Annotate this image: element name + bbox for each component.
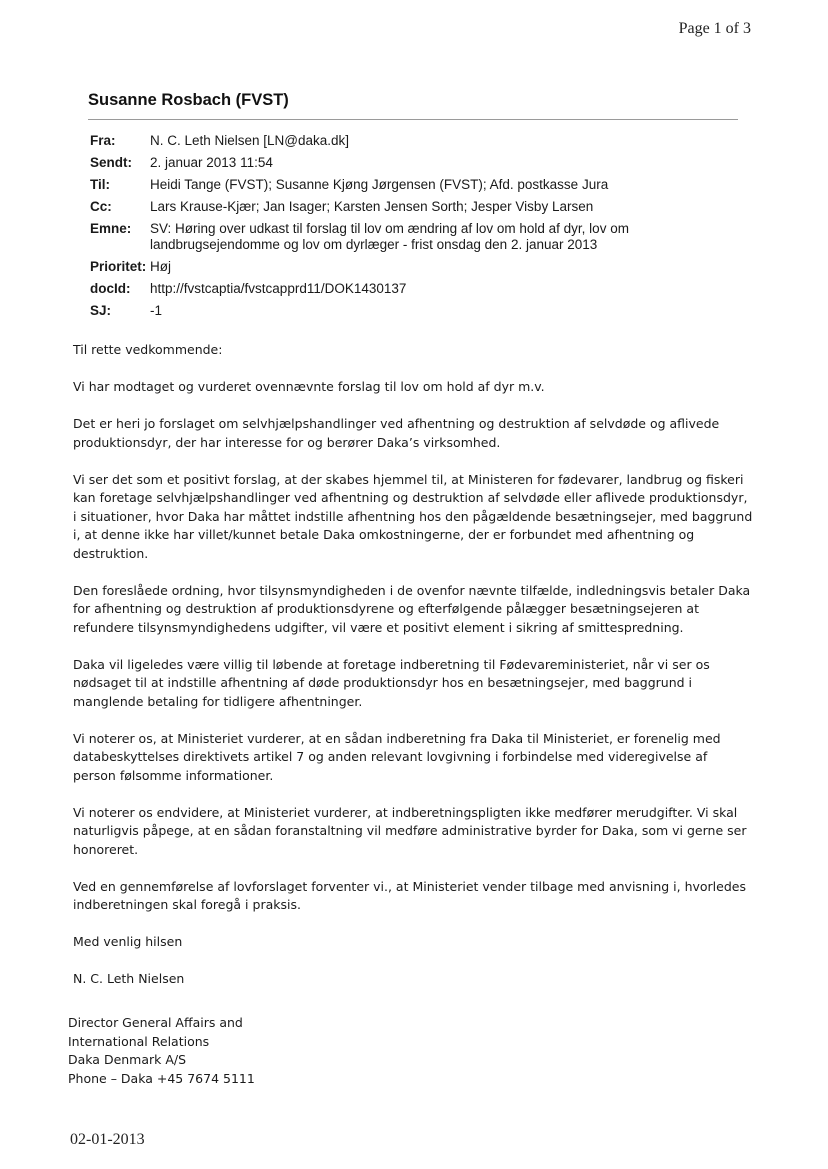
body-paragraph: Vi noterer os endvidere, at Ministeriet vurderer, at indberetningspligten ikke medfører merudgifter. Vi skal naturligvis påpege, at en sådan foranstaltning vil medføre administrative byrder for Daka, som vi gerne ser honoreret. [73, 804, 747, 857]
body-paragraph: Den foreslåede ordning, hvor tilsynsmyndigheden i de ovenfor nævnte tilfælde, indledningsvis betaler Daka for afhentning og destruktion af produktionsdyrene og efterfølgende pålægger besætningsejeren at refundere tilsynsmyndighedens udgifter, vil være et positivt element i sikring af smittespredning. [73, 582, 751, 635]
meta-row-priority [90, 256, 740, 278]
meta-row-sj [90, 300, 740, 322]
meta-row-cc [90, 196, 740, 218]
meta-label: Fra: [90, 133, 116, 148]
meta-row-docid [90, 278, 740, 300]
meta-label: docId: [90, 281, 131, 296]
meta-value-from: N. C. Leth Nielsen [LN@daka.dk] [150, 133, 350, 148]
salutation: Til rette vedkommende: [73, 342, 223, 357]
meta-value-to: Heidi Tange (FVST); Susanne Kjøng Jørgensen (FVST); Afd. postkasse Jura [150, 177, 609, 192]
body-paragraph: Det er heri jo forslaget om selvhjælpshandlinger ved afhentning og destruktion af selvdøde og aflivede produktionsdyr, der har interesse for og berører Daka’s virksomhed. [73, 416, 720, 450]
meta-value-sent: 2. januar 2013 11:54 [150, 155, 273, 170]
body-paragraph: Ved en gennemførelse af lovforslaget forventer vi., at Ministeriet vender tilbage med anvisning i, hvorledes indberetningen skal foregå i praksis. [73, 878, 746, 912]
sender-heading: Susanne Rosbach (FVST) [88, 91, 289, 109]
signer-name: N. C. Leth Nielsen [73, 971, 185, 986]
heading-divider [88, 119, 738, 120]
body-paragraph: Vi noterer os, at Ministeriet vurderer, at en sådan indberetning fra Daka til Ministeriet, er forenelig med databeskyttelses direktivets artikel 7 og anden relevant lovgivning i forbindelse med videregivelse af person følsomme informationer. [73, 730, 721, 783]
signature-line: Daka Denmark A/S [68, 1052, 187, 1067]
meta-label: Prioritet: [90, 259, 147, 274]
meta-label: Til: [90, 177, 110, 192]
meta-value-docid: http://fvstcaptia/fvstcapprd11/DOK1430137 [150, 281, 407, 296]
meta-value-subject: SV: Høring over udkast til forslag til lov om ændring af lov om hold af dyr, lov om landbrugsejendomme og lov om dyrlæger - frist onsdag den 2. januar 2013 [150, 221, 629, 252]
meta-value-priority: Høj [150, 259, 171, 274]
body-paragraph: Daka vil ligeledes være villig til løbende at foretage indberetning til Fødevareministeriet, når vi ser os nødsaget til at indstille afhentning af døde produktionsdyr hos en besætningsejer, med baggrund i manglende betaling for tidligere afhentninger. [73, 656, 710, 709]
meta-row-to [90, 174, 740, 196]
closing: Med venlig hilsen [73, 934, 183, 949]
meta-label: Sendt: [90, 155, 132, 170]
meta-row-sent [90, 152, 740, 174]
meta-label: SJ: [90, 303, 112, 318]
body-paragraph: Vi ser det som et positivt forslag, at der skabes hjemmel til, at Ministeren for fødevarer, landbrug og fiskeri kan foretage selvhjælpshandlinger ved afhentning og destruktion af selvdøde eller aflivede produktionsdyr, i situationer, hvor Daka har måttet indstille afhentning hos den pågældende besætningsejer, med baggrund i, at denne ikke har villet/kunnet betale Daka omkostningerne, der er forbundet med afhentning og destruktion. [73, 471, 753, 561]
signature-line: Director General Affairs and [68, 1015, 243, 1030]
meta-value-cc: Lars Krause-Kjær; Jan Isager; Karsten Jensen Sorth; Jesper Visby Larsen [150, 199, 594, 214]
meta-row-subject [90, 218, 740, 256]
signature-line: International Relations [68, 1033, 210, 1049]
body-paragraph: Vi har modtaget og vurderet ovennævnte forslag til lov om hold af dyr m.v. [73, 379, 545, 394]
footer-date: 02-01-2013 [70, 1131, 145, 1148]
email-header-fields [90, 130, 740, 322]
meta-value-sj: -1 [150, 303, 163, 318]
meta-label: Emne: [90, 221, 132, 236]
signature-phone: Phone – Daka +45 7674 5111 [68, 1070, 255, 1086]
page-number: Page 1 of 3 [678, 20, 751, 37]
meta-label: Cc: [90, 199, 112, 214]
signature-block [68, 1014, 255, 1088]
email-body [73, 341, 753, 1007]
meta-row-from [90, 130, 740, 152]
